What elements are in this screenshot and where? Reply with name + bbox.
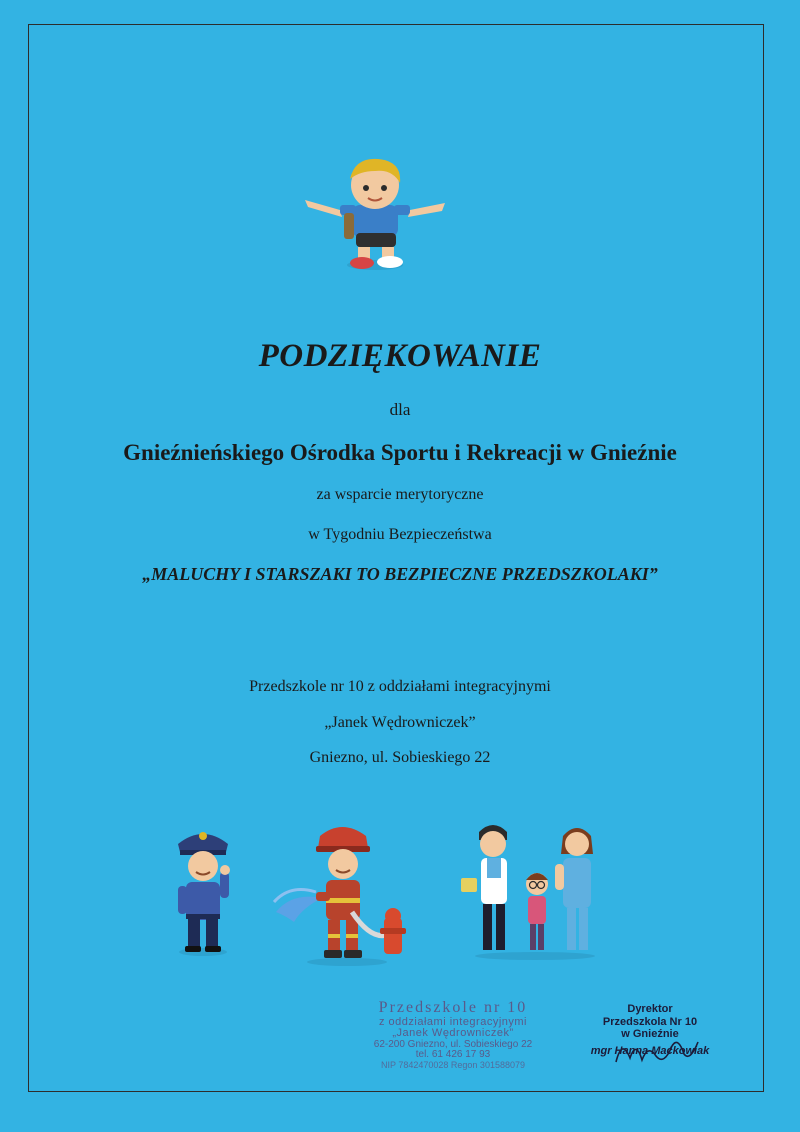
- school-stamp: [360, 1000, 546, 1070]
- director-role: Dyrektor: [627, 1003, 673, 1015]
- stamp-line-2: z oddziałami integracyjnymi: [379, 1015, 527, 1028]
- event-text: w Tygodniu Bezpieczeństwa: [308, 526, 492, 543]
- school-nickname: „Janek Wędrowniczek”: [324, 714, 476, 731]
- policeman-illustration: [170, 822, 240, 957]
- reason-text: za wsparcie merytoryczne: [316, 486, 484, 503]
- firefighter-illustration: [272, 822, 412, 967]
- stamp-line-5: tel. 61 426 17 93: [415, 1049, 491, 1061]
- director-city: w Gnieźnie: [621, 1028, 679, 1041]
- school-address: Gniezno, ul. Sobieskiego 22: [309, 749, 491, 766]
- stamp-line-4: 62-200 Gniezno, ul. Sobieskiego 22: [373, 1038, 533, 1050]
- director-school: Przedszkola Nr 10: [602, 1015, 698, 1028]
- school-name: Przedszkole nr 10 z oddziałami integracyjnymi: [249, 678, 551, 695]
- for-label: dla: [389, 400, 411, 419]
- event-slogan: „MALUCHY I STARSZAKI TO BEZPIECZNE PRZEDSZKOLAKI”: [142, 564, 658, 584]
- recipient-name: Gnieźnieńskiego Ośrodka Sportu i Rekreacji w Gnieźnie: [123, 440, 677, 465]
- stamp-line-3: „Janek Wędrowniczek”: [392, 1027, 514, 1040]
- stamp-line-6: NIP 7842470028 Regon 301588079: [381, 1059, 525, 1070]
- handwritten-signature: [612, 1032, 702, 1072]
- director-name: mgr Hanna Maćkowiak: [590, 1044, 710, 1057]
- family-illustration: [455, 820, 615, 960]
- stamp-line-1: Przedszkole nr 10: [378, 999, 528, 1016]
- certificate-title: PODZIĘKOWANIE: [258, 338, 542, 374]
- flying-boy-illustration: [300, 155, 450, 275]
